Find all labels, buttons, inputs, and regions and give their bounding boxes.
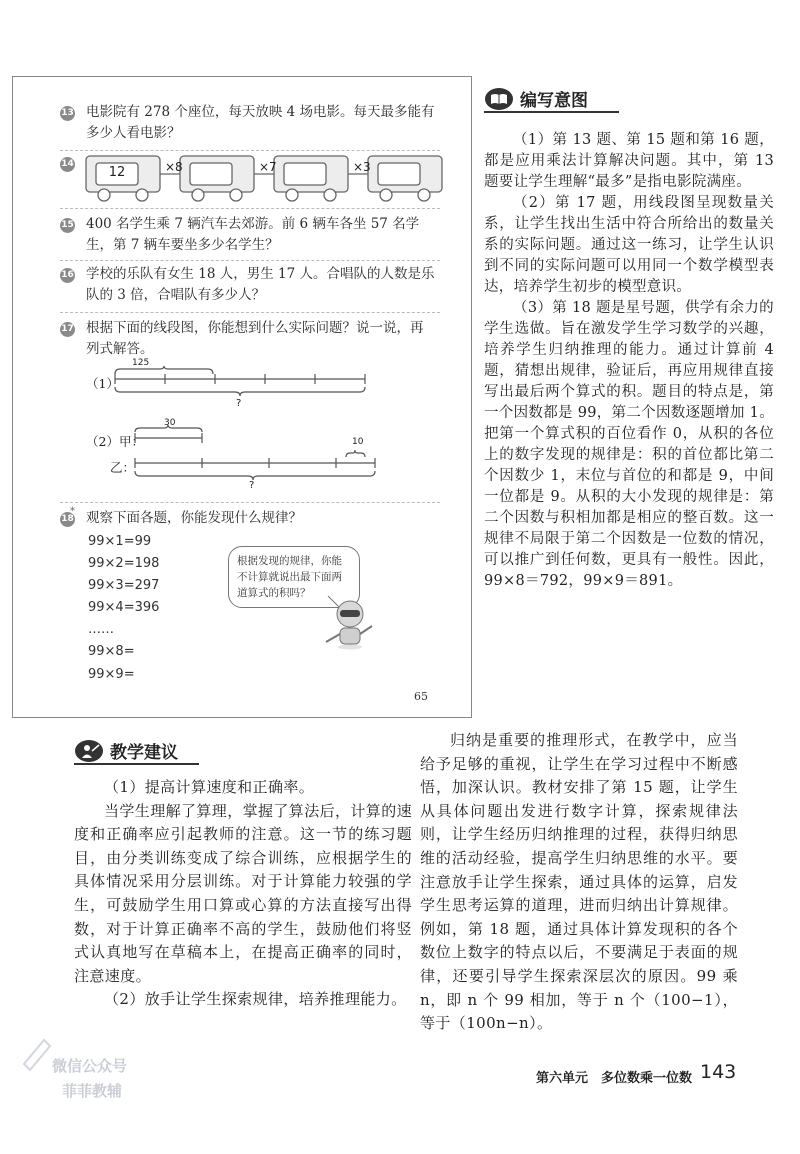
separator: [60, 312, 440, 313]
separator: [60, 260, 440, 261]
suggestions-body-left: [74, 776, 412, 1012]
intent-heading: [484, 86, 588, 111]
suggestions-heading-underline: [74, 762, 199, 766]
exercise-14-number: 14: [60, 157, 75, 172]
calc-line: 99×4=396: [88, 600, 160, 615]
intent-paragraph-3: （3）第 18 题是星号题，供学有余力的学生选做。旨在激发学生学习数学的兴趣，培养学生归纳推理的能力。通过计算前 4 题，猜想出规律，验证后，再应用规律直接写出最后两个算式的积。题目的特点是，第一个因数都是 99，第二个因数逐题增加 1。把第一个算式积的百位看作 0，从积的各位上的数字发现的规律是：积的首位都比第二个因数少 1，末位与首位的和都是 9，中间一位都是 9。从积的大小发现的规律是：第二个因数与积相加都是相应的整百数。这一规律不局限于第二个因数是一位数的情况，可以推广到任何数，更具有一般性。因此，99×8＝792，99×9＝891。: [484, 300, 774, 589]
calc-line: 99×9=: [88, 667, 135, 682]
suggestions-paragraph-1: （1）提高计算速度和正确率。: [104, 778, 315, 796]
intent-heading-underline: [484, 110, 619, 114]
star-mark-icon: *: [70, 506, 75, 517]
intent-body: [484, 130, 774, 592]
suggestions-heading: [74, 738, 178, 763]
diagram-1-label: （1）: [86, 376, 119, 391]
train-start-value: 12: [108, 165, 126, 180]
book-icon: [484, 87, 514, 111]
watermark-pen-icon: [16, 1032, 56, 1072]
exercise-17-text: 根据下面的线段图，你能想到什么实际问题？说一说，再列式解答。: [86, 320, 424, 357]
calc-line: 99×3=297: [88, 578, 160, 593]
watermark-line-2: 菲菲教辅: [62, 1082, 123, 1100]
calc-line: 99×8=: [88, 644, 135, 659]
suggestions-body-right: [420, 729, 738, 1036]
calc-line: 99×1=99: [88, 534, 152, 549]
calc-line: ……: [88, 622, 114, 637]
exercise-17-line-diagrams: [100, 360, 380, 490]
exercise-18-number: 18: [60, 512, 75, 527]
train-op-2: ×7: [259, 160, 277, 174]
watermark-line-1: 微信公众号: [52, 1057, 128, 1075]
intent-heading-text: 编写意图: [520, 91, 588, 111]
textbook-page-number: 65: [414, 690, 428, 703]
teacher-icon: [74, 739, 104, 763]
diagram-2-extra: 10: [352, 437, 364, 447]
exercise-13-text: 电影院有 278 个座位，每天放映 4 场电影。每天最多能有多少人看电影？: [86, 104, 435, 141]
suggestions-paragraph-3: （2）放手让学生探索规律，培养推理能力。: [104, 990, 407, 1009]
exercise-15-number: 15: [60, 218, 75, 233]
intent-paragraph-1: （1）第 13 题、第 15 题和第 16 题，都是应用乘法计算解决问题。其中，第 13 题要让学生理解“最多”是指电影院满座。: [484, 132, 774, 190]
suggestions-heading-text: 教学建议: [110, 743, 178, 763]
exercise-16-text: 学校的乐队有女生 18 人，男生 17 人。合唱队的人数是乐队的 3 倍，合唱队有多少人？: [86, 266, 435, 303]
diagram-1-value: 125: [132, 358, 150, 368]
diagram-2-label-a: （2）甲：: [86, 434, 144, 449]
footer-page-number: 143: [700, 1061, 737, 1083]
diagram-2-value: 30: [164, 418, 176, 428]
diagram-2-question: ?: [249, 480, 255, 491]
suggestions-paragraph-2: 当学生理解了算理，掌握了算法后，计算的速度和正确率应引起教师的注意。这一节的练习题目，由分类训练变成了综合训练，应根据学生的具体情况采用分层训练。对于计算能力较强的学生，可鼓励学生用口算或心算的方法直接写出得数，对于计算正确率不高的学生，鼓励他们将竖式认真地写在草稿本上，在提高正确率的同时，注意速度。: [74, 801, 413, 985]
diagram-1-question: ?: [236, 398, 242, 409]
exercise-17-number: 17: [60, 322, 75, 337]
exercise-18-text: 观察下面各题，你能发现什么规律？: [86, 510, 302, 526]
suggestions-paragraph-4: 归纳是重要的推理形式，在教学中，应当给予足够的重视，让学生在学习过程中不断感悟，加深认识。教材安排了第 15 题，让学生从具体问题出发进行数字计算，探索规律法则，让学生经历归纳推理的过程，获得归纳思维的活动经验，提高学生归纳思维的水平。要注意放手让学生探索，通过具体的运算，启发学生思考运算的道理，进而归纳出计算规律。例如，第 18 题，通过具体计算发现积的各个数位上数字的特点以后，不要满足于表面的规律，还要引导学生探索深层次的原因。99 乘 n，即 n 个 99 相加，等于 n 个（100−1），等于（100n−n）。: [420, 731, 738, 1033]
exercise-15-text: 400 名学生乘 7 辆汽车去郊游。前 6 辆车各坐 57 名学生，第 7 辆车要坐多少名学生？: [86, 216, 420, 253]
robot-speech-bubble: 根据发现的规律，你能不计算就说出最下面两道算式的积吗？: [228, 546, 360, 608]
exercise-13-number: 13: [60, 106, 75, 121]
separator: [60, 208, 440, 209]
robot-icon: [318, 594, 378, 650]
intent-paragraph-2: （2）第 17 题，用线段图呈现数量关系，让学生找出生活中符合所给出的数量关系的实际问题。通过这一练习，让学生认识到不同的实际问题可以用同一个数学模型表达，培养学生初步的模型意识。: [484, 195, 774, 295]
separator: [60, 502, 440, 503]
footer-unit-title: 第六单元 多位数乘一位数: [536, 1071, 693, 1086]
train-op-1: ×8: [165, 160, 183, 174]
separator: [60, 150, 440, 151]
train-op-3: ×3: [353, 160, 371, 174]
diagram-2-label-b: 乙：: [110, 460, 136, 475]
calc-line: 99×2=198: [88, 556, 160, 571]
exercise-16-number: 16: [60, 268, 75, 283]
